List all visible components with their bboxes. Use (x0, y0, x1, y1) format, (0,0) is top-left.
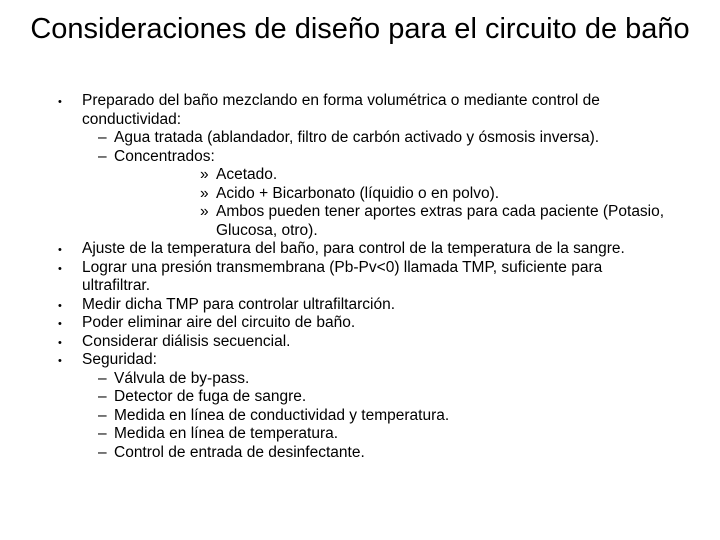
list-item-text: Preparado del baño mezclando en forma volumétrica o mediante control de conductividad: (82, 92, 600, 128)
dash-marker: – (98, 388, 107, 405)
list-item (0, 92, 672, 129)
dash-marker: – (98, 369, 107, 387)
list-item (0, 314, 672, 333)
list-item-text: Medida en línea de temperatura. (114, 425, 339, 442)
bullet-marker: • (58, 336, 62, 349)
list-item-text: Medida en línea de conductividad y temperatura. (114, 406, 450, 424)
chevron-marker: » (200, 166, 209, 183)
list-item-text: Seguridad: (82, 351, 157, 368)
bullet-marker: • (58, 96, 62, 108)
list-item-text: Agua tratada (ablandador, filtro de carbón activado y ósmosis inversa). (114, 129, 600, 146)
list-item (0, 185, 696, 204)
list-item-text: Ajuste de la temperatura del baño, para control de la temperatura de la sangre. (82, 240, 625, 257)
list-item (0, 129, 694, 148)
list-item (0, 166, 696, 185)
list-item-text: Válvula de by-pass. (114, 369, 250, 387)
list-item (0, 259, 672, 296)
list-item (0, 240, 672, 259)
list-item (0, 444, 694, 463)
list-item-text: Detector de fuga de sangre. (114, 388, 307, 405)
list-item (0, 296, 672, 315)
list-item (0, 351, 672, 370)
list-item (0, 148, 694, 167)
list-item-text: Poder eliminar aire del circuito de baño. (82, 314, 356, 331)
dash-marker: – (98, 147, 107, 165)
list-item-text: Ambos pueden tener aportes extras para cada paciente (Potasio, Glucosa, otro). (216, 203, 665, 239)
chevron-marker: » (200, 203, 209, 220)
bullet-marker: • (58, 262, 62, 275)
bullet-marker: • (58, 318, 62, 330)
list-item (0, 333, 672, 352)
dash-marker: – (98, 129, 107, 146)
list-item (0, 407, 694, 426)
list-item (0, 370, 694, 389)
bullet-marker: • (58, 355, 62, 367)
list-item-text: Control de entrada de desinfectante. (114, 443, 365, 461)
dash-marker: – (98, 443, 107, 461)
list-item-text: Acetado. (216, 166, 278, 183)
list-item-text: Lograr una presión transmembrana (Pb-Pv<0) llamada TMP, suficiente para ultrafiltrar. (82, 258, 603, 294)
list-item-text: Considerar diálisis secuencial. (82, 332, 291, 350)
chevron-marker: » (200, 184, 209, 202)
bullet-marker: • (58, 244, 62, 256)
list-item (0, 203, 696, 240)
list-item (0, 425, 694, 444)
bullet-marker: • (58, 299, 62, 312)
bullet-list (0, 92, 720, 462)
list-item (0, 388, 694, 407)
dash-marker: – (98, 425, 107, 442)
list-item-text: Concentrados: (114, 147, 215, 165)
slide-title: Consideraciones de diseño para el circuito de baño (30, 13, 690, 45)
dash-marker: – (98, 406, 107, 424)
list-item-text: Medir dicha TMP para controlar ultrafiltarción. (82, 295, 396, 313)
list-item-text: Acido + Bicarbonato (líquidio o en polvo). (216, 184, 500, 202)
